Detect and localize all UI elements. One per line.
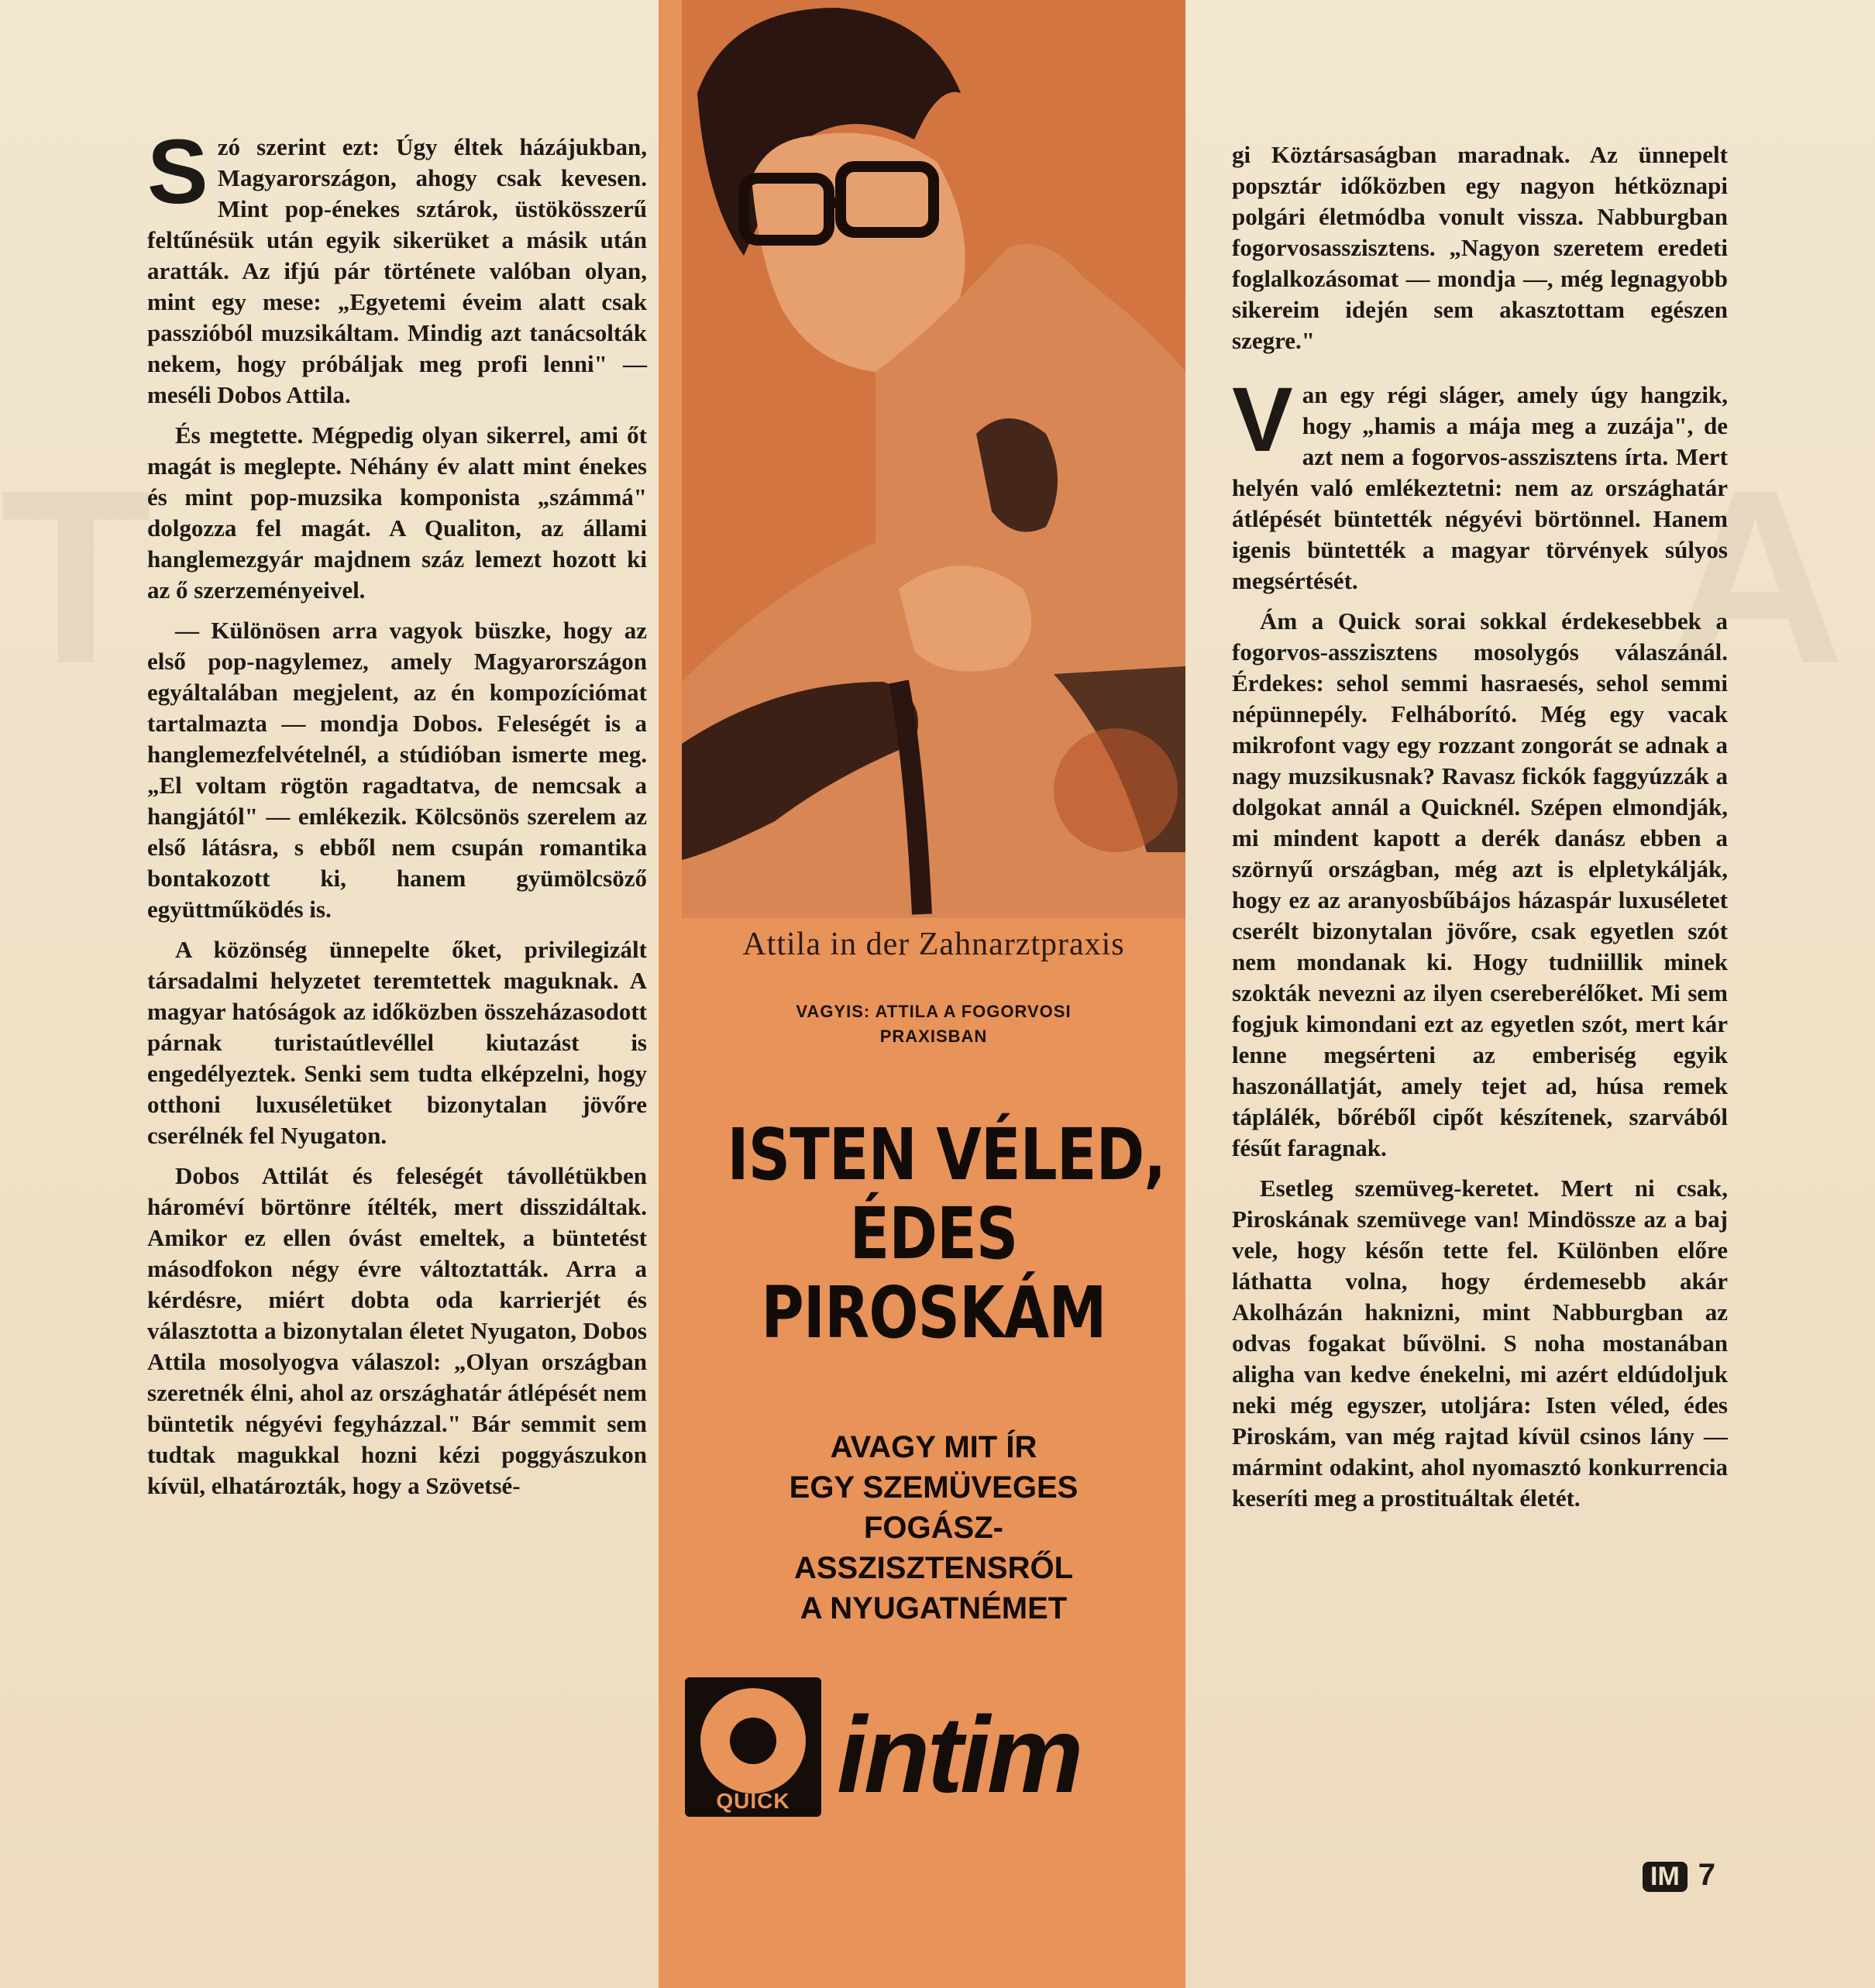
right-article-column	[1232, 139, 1728, 1523]
page-folio	[1643, 1858, 1715, 1893]
paragraph-text: zó szerint ezt: Úgy éltek házájukban, Magyarországon, ahogy csak kevesen. Mint pop-énekes sztárok, üstökösszerű feltűnésük után egyik sikerüket a másik után aratták. Az ifjú pár története valóban olyan, mint egy mese: „Egyetemi éveim alatt csak passzióból muzsikáltam. Mindig azt tanácsolták nekem, hogy próbáljak meg profi lenni" — meséli Dobos Attila.	[147, 133, 647, 408]
article-paragraph	[1232, 369, 1728, 597]
headline	[727, 1113, 1166, 1354]
photo-illustration	[682, 0, 1185, 918]
headline-line: ÉDES	[849, 1192, 1018, 1275]
headline-line: PIROSKÁM	[761, 1271, 1106, 1354]
ghost-letters-right: A	[1666, 438, 1846, 715]
tagline-line: FOGÁSZ-	[864, 1511, 1003, 1545]
article-paragraph: Esetleg szemüveg-keretet. Mert ni csak, Piroskának szemüvege van! Mindössze az a baj vele, hogy későn tette fel. Különben előre láthatta volna, hogy érdemesebb akár Akolházán haknizni, mint Nabburgban az odvas fogakat bűvölni. S noha mostanában aligha van kedve énekelni, mi azért eldúdoljuk neki még egyszer, utoljára: Isten véled, édes Piroskám, van még rajtad kívül csinos lány — mármint odakint, ahol nyomasztó konkurrencia keseríti meg a prostituáltak életét.	[1232, 1175, 1728, 1512]
q-logo-icon	[700, 1688, 806, 1794]
subcaption	[697, 999, 1170, 1049]
tagline-line: ASSZISZTENSRŐL	[793, 1551, 1074, 1585]
quick-logo	[685, 1677, 821, 1817]
drop-cap: V	[1232, 369, 1293, 471]
paragraph-text: an egy régi sláger, amely úgy hangzik, hogy „hamis a mája meg a zuzája", de azt nem a fogorvos-asszisztens írta. Mert helyén való emlékeztetni: nem az országhatár átlépését büntették négyévi börtönnel. Hanem igenis büntették a magyar törvények súlyos megsértését.	[1232, 381, 1728, 594]
magazine-badge: IM	[1643, 1862, 1688, 1892]
article-paragraph: És megtette. Mégpedig olyan sikerrel, ami őt magát is meglepte. Néhány év alatt mint énekes és mint pop-muzsika komponista „számmá" dolgozza fel magát. A Qualiton, az állami hanglemezgyár majdnem száz lemezt hozott ki az ő szerzeményeivel.	[147, 421, 647, 604]
article-paragraph: Dobos Attilát és feleségét távollétükben hároméví börtönre ítélték, mert disszidáltak. Amikor ez ellen óvást emeltek, a büntetést másodfokon négy évre változtatták. Arra a kérdésre, miért dobta oda karrierjét és választotta a bizonytalan életet Nyugaton, Dobos Attila mosolyogva válaszol: „Olyan országban szeretnék élni, ahol az országhatár átlépését nem büntetik négyévi fegyházzal." Bár semmit sem tudtak magukkal hozni kézi poggyászukon kívül, elhatározták, hogy a Szövetsé-	[147, 1162, 647, 1499]
quick-logo-word: QUICK	[716, 1789, 790, 1813]
article-paragraph	[147, 121, 647, 411]
article-paragraph: Ám a Quick sorai sokkal érdekesebbek a fogorvos-asszisztens mosolygós válaszánál. Érdekes: sehol semmi hasraesés, sehol semmi népünnepély. Felháborító. Még egy vacak mikrofont vagy egy rozzant zongorát se adnak a nagy muzsikusnak? Ravasz fickók faggyúzzák a dolgokat annál a Quicknél. Szépen elmondják, mi mindent kapott a derék danász ebben a szörnyű országban, még azt is elpletykálják, hogy ez az aranyosbűbájos házaspár luxuséletet cserélt bizonytalan jövőre, csak egyetlen szót nem mondanak ki. Hogy tudniillik minek szokták nevezni az ilyen csereberélőket. Mi sem fogjuk kimondani ezt az egyetlen szót, mert kár lenne megsérteni az emberiség egyik haszonállatját, amely tejet ad, húsa remek táplálék, bőréből cipőt készítenek, szarvából fésűt faragnak.	[1232, 607, 1728, 1161]
tagline-line: AVAGY MIT ÍR	[830, 1430, 1037, 1464]
left-article-column	[147, 121, 647, 1511]
subcaption-line: PRAXISBAN	[879, 1027, 988, 1046]
headline-line: ISTEN VÉLED,	[727, 1113, 1166, 1196]
article-paragraph: A közönség ünnepelte őket, privilegizált társadalmi helyzetet teremtettek maguknak. A magyar hatóságok az időközben összeházasodott párnak turistaútlevéllel kiutazást is engedélyeztek. Senki sem tudta elképzelni, hogy otthoni luxuséletüket bizonytalan jövőre cserélnék fel Nyugaton.	[147, 936, 647, 1149]
page-number: 7	[1698, 1858, 1716, 1892]
halftone-photo	[682, 0, 1185, 918]
photo-caption: Attila in der Zahnarztpraxis	[742, 927, 1125, 962]
tagline	[697, 1427, 1170, 1629]
article-paragraph: gi Köztársaságban maradnak. Az ünnepelt popsztár időközben egy nagyon hétköznapi polgári életmódba vonult vissza. Nabburgban fogorvosasszisztens. „Nagyon szeretem eredeti foglalkozásomat — mondja —, még legnagyobb sikereim idején sem akasztottam egészen szegre."	[1232, 141, 1728, 354]
tagline-line: EGY SZEMÜVEGES	[789, 1470, 1079, 1505]
intim-wordmark: intim	[837, 1694, 1081, 1815]
drop-cap: S	[147, 121, 208, 223]
tagline-line: A NYUGATNÉMET	[800, 1591, 1068, 1625]
ghost-letters-left: T	[0, 438, 152, 715]
article-paragraph: — Különösen arra vagyok büszke, hogy az első pop-nagylemez, amely Magyarországon egyáltalában megjelent, az én kompozíciómat tartalmazta — mondja Dobos. Feleségét is a hanglemezfelvételnél, a stúdióban ismerte meg. „El voltam rögtön ragadtatva, de nemcsak a hangjától" — emlékezik. Kölcsönös szerelem az első látásra, s ebből nem csupán romantika bontakozott ki, hanem gyümölcsöző együttműködés is.	[147, 617, 647, 923]
subcaption-line: VAGYIS: ATTILA A FOGORVOSI	[796, 1002, 1072, 1021]
